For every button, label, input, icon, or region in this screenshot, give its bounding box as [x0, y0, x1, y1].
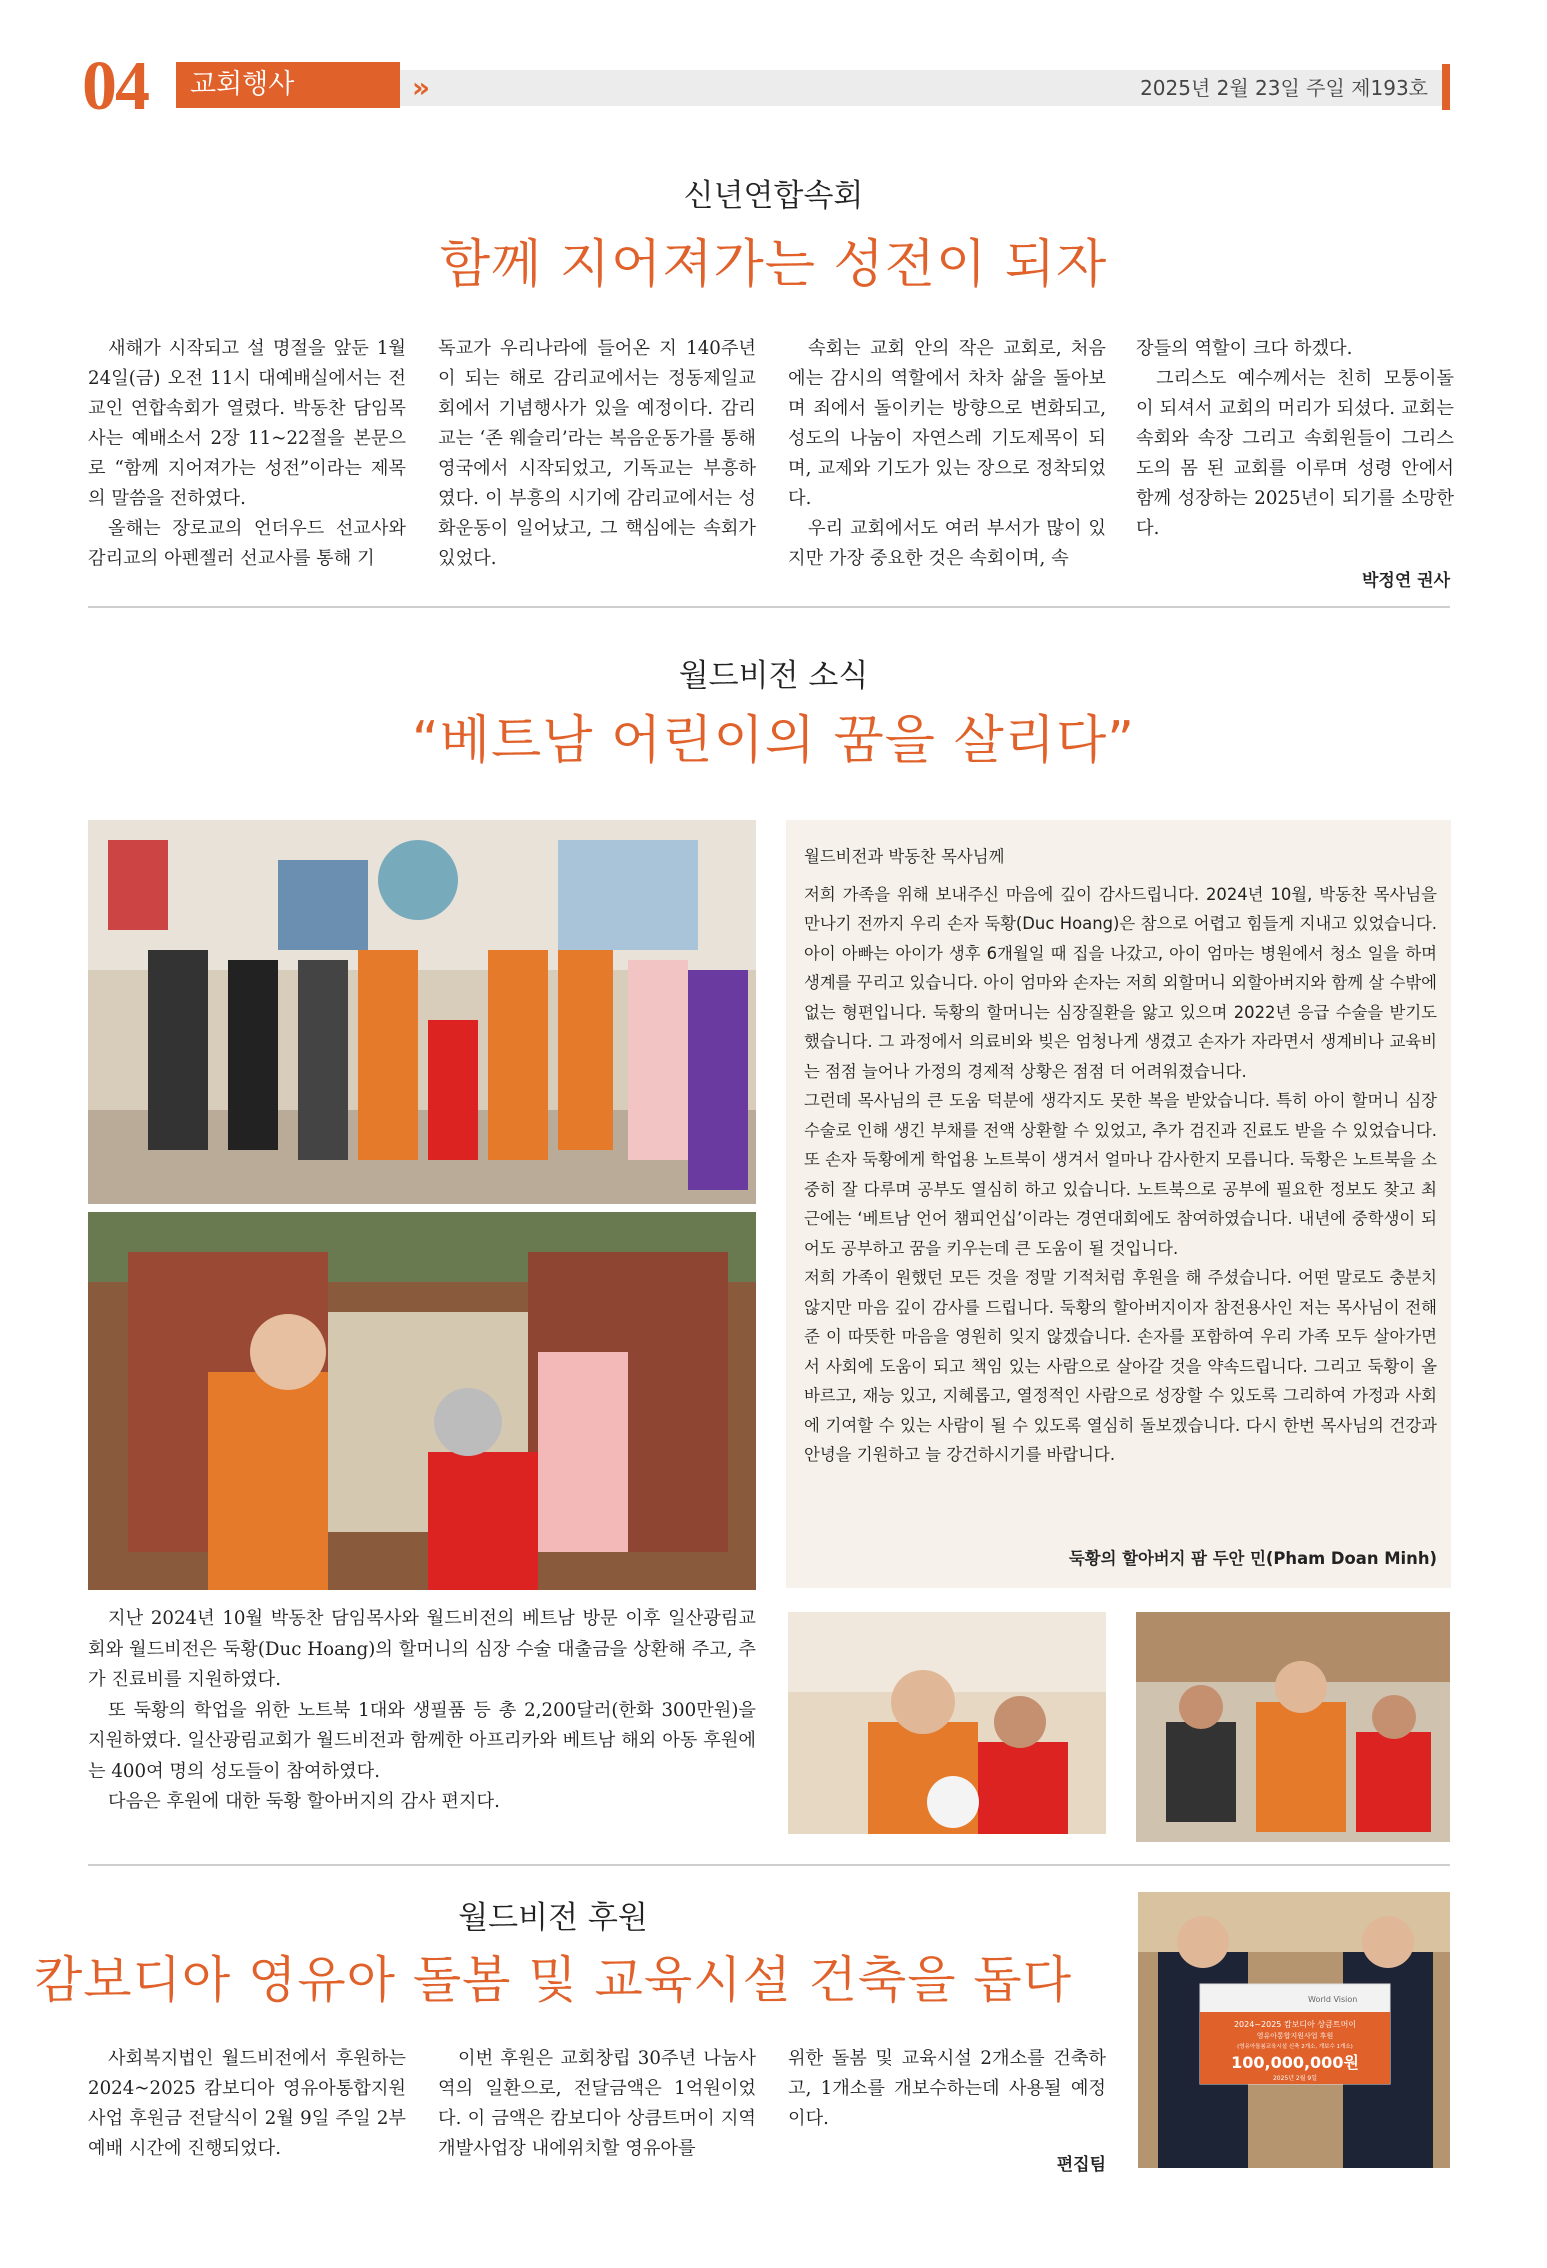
check-subtitle: 영유아통합지원사업 후원: [1256, 2032, 1334, 2040]
article1-headline: 함께 지어져가는 성전이 되자: [439, 235, 1108, 295]
paragraph: 장들의 역할이 크다 하겠다.: [1136, 338, 1353, 359]
issue-date: 2025년 2월 23일 주일 제193호: [1140, 76, 1428, 100]
letter-paragraph: 저희 가족을 위해 보내주신 마음에 깊이 감사드립니다. 2024년 10월, 박동찬 목사님을 만나기 전까지 우리 손자 둑황(Duc Hoang)은 참으로 어렵고 힘들게 지내고 있었습니다. 아이 아빠는 아이가 생후 6개월일 때 집을 나갔고, 아이 엄마는 병원에서 청소 일을 하며 생계를 꾸리고 있습니다. 아이 엄마와 손자는 저희 외할머니 외할아버지와 함께 살 수밖에 없는 형편입니다. 둑황의 할머니는 심장질환을 앓고 있으며 2022년 응급 수술을 받기도 했습니다. 그 과정에서 의료비와 빚은 엄청나게 생겼고 손자가 자라면서 생계비나 교육비는 점점 늘어나 가정의 경제적 상황은 점점 더 어려워졌습니다.: [804, 884, 1437, 1081]
section-divider: [88, 1864, 1450, 1866]
header-end-mark: [1442, 64, 1450, 110]
check-ceremony-photo: [1138, 1892, 1450, 2168]
paragraph: 새해가 시작되고 설 명절을 앞둔 1월 24일(금) 오전 11시 대예배실에서는 전교인 연합속회가 열렸다. 박동찬 담임목사는 예배소서 2장 11~22절을 본문으로 “함께 지어져가는 성전”이라는 제목의 말씀을 전하였다.: [88, 338, 406, 509]
article1-col2: [438, 334, 756, 574]
section-divider: [88, 606, 1450, 608]
paragraph: 또 둑황의 학업을 위한 노트북 1대와 생필품 등 총 2,200달러(한화 300만원)을 지원하였다. 일산광림교회가 월드비전과 함께한 아프리카와 베트남 해외 아동 후원에는 400여 명의 성도들이 참여하였다.: [88, 1699, 756, 1782]
letter-signature: 둑황의 할아버지 팜 두안 민(Pham Doan Minh): [1068, 1549, 1437, 1568]
check-amount: 100,000,000원: [1231, 2053, 1359, 2072]
article3-kicker: 월드비전 후원: [458, 1900, 648, 1936]
paragraph: 속회는 교회 안의 작은 교회로, 처음에는 감시의 역할에서 차차 삶을 돌아보며 죄에서 돌이키는 방향으로 변화되고, 성도의 나눔이 자연스레 기도제목이 되며, 교제와 기도가 있는 장으로 정착되었다.: [788, 338, 1106, 509]
article1-col1: [88, 334, 406, 574]
paragraph: 우리 교회에서도 여러 부서가 많이 있지만 가장 중요한 것은 속회이며, 속: [788, 518, 1106, 569]
paragraph: 그리스도 예수께서는 친히 모퉁이돌이 되셔서 교회의 머리가 되셨다. 교회는 속회와 속장 그리고 속회원들이 그리스도의 몸 된 교회를 이루며 성령 안에서 함께 성장하는 2025년이 되기를 소망한다.: [1136, 368, 1454, 539]
check-date: 2025년 2월 9일: [1272, 2075, 1318, 2082]
section-label: 교회행사: [176, 62, 400, 108]
article1-col3: [788, 334, 1106, 574]
paragraph: 지난 2024년 10월 박동찬 담임목사와 월드비전의 베트남 방문 이후 일산광림교회와 월드비전은 둑황(Duc Hoang)의 할머니의 심장 수술 대출금을 상환해 주고, 추가 진료비를 지원하였다.: [88, 1608, 756, 1690]
article2-headline: “베트남 어린이의 꿈을 살리다”: [411, 711, 1136, 771]
check-detail: (영유아돌봄교육시설 신축 2개소, 개보수 1개소): [1237, 2044, 1353, 2050]
paragraph: 올해는 장로교의 언더우드 선교사와 감리교의 아펜젤러 선교사를 통해 기: [88, 518, 406, 569]
chevron-right-icon: »: [412, 71, 431, 104]
article1-col4: [1136, 334, 1454, 544]
group-photo: [88, 820, 756, 1204]
check-logo: World Vision: [1308, 1995, 1358, 2004]
letter-greeting: 월드비전과 박동찬 목사님께: [804, 847, 1005, 866]
article2-kicker: 월드비전 소식: [678, 658, 869, 694]
page-number: 04: [82, 48, 148, 125]
thank-you-letter: [786, 820, 1451, 1588]
paragraph: 독교가 우리나라에 들어온 지 140주년이 되는 해로 감리교에서는 정동제일교회에서 기념행사가 있을 예정이다. 감리교는 ‘존 웨슬리’라는 복음운동가를 통해 영국에서 시작되었고, 기독교는 부흥하였다. 이 부흥의 시기에 감리교에서는 성화운동이 일어났고, 그 핵심에는 속회가 있었다.: [438, 338, 756, 569]
highfive-photo: [88, 1212, 756, 1590]
article3-col2: [438, 2044, 756, 2164]
check-title: 2024~2025 캄보디아 상큼트머이: [1233, 2020, 1357, 2029]
article1-byline: 박정연 권사: [1361, 571, 1450, 591]
letter-paragraph: 저희 가족이 원했던 모든 것을 정말 기적처럼 후원을 해 주셨습니다. 어떤 말로도 충분치 않지만 마음 깊이 감사를 드립니다. 둑황의 할아버지이자 참전용사인 저는 목사님이 전해준 이 따뜻한 마음을 영원히 잊지 않겠습니다. 손자를 포함하여 우리 가족 모두 살아가면서 사회에 도움이 되고 책임 있는 사람으로 살아갈 것을 약속드립니다. 그리고 둑황이 올바르고, 재능 있고, 지혜롭고, 열정적인 사람으로 성장할 수 있도록 그리하여 가정과 사회에 기여할 수 있는 사람이 될 수 있도록 열심히 돌보겠습니다. 다시 한번 목사님의 건강과 안녕을 기원하고 늘 강건하시기를 바랍니다.: [804, 1268, 1437, 1464]
letter-body: [804, 880, 1437, 1470]
paragraph: 이번 후원은 교회창립 30주년 나눔사역의 일환으로, 전달금액은 1억원이었다. 이 금액은 캄보디아 상큼트머이 지역개발사업장 내에위치할 영유아를: [438, 2048, 756, 2159]
article2-body: [88, 1604, 756, 1818]
article3-col1: [88, 2044, 406, 2164]
article1-kicker: 신년연합속회: [683, 178, 864, 214]
article3-col3: [788, 2044, 1106, 2134]
paragraph: 위한 돌봄 및 교육시설 2개소를 건축하고, 1개소를 개보수하는데 사용될 예정이다.: [788, 2048, 1106, 2129]
pastor-boy-photo: [788, 1612, 1106, 1834]
visit-photo: [1136, 1612, 1450, 1842]
article3-headline: 캄보디아 영유아 돌봄 및 교육시설 건축을 돕다: [33, 1951, 1073, 2009]
letter-paragraph: 그런데 목사님의 큰 도움 덕분에 생각지도 못한 복을 받았습니다. 특히 아이 할머니 심장 수술로 인해 생긴 부채를 전액 상환할 수 있었고, 추가 검진과 진료도 받을 수 있었습니다. 또 손자 둑황에게 학업용 노트북이 생겨서 얼마나 감사한지 모릅니다. 둑황은 노트북을 소중히 잘 다루며 공부도 열심히 하고 있습니다. 노트북으로 공부에 필요한 정보도 찾고 최근에는 ‘베트남 언어 챔피언십’이라는 경연대회에도 참여하였습니다. 내년에 중학생이 되어도 공부하고 꿈을 키우는데 큰 도움이 될 것입니다.: [804, 1091, 1437, 1258]
paragraph: 사회복지법인 월드비전에서 후원하는 2024~2025 캄보디아 영유아통합지원사업 후원금 전달식이 2월 9일 주일 2부 예배 시간에 진행되었다.: [88, 2048, 406, 2159]
article3-byline: 편집팀: [1056, 2155, 1106, 2175]
paragraph: 다음은 후원에 대한 둑황 할아버지의 감사 편지다.: [108, 1791, 500, 1812]
